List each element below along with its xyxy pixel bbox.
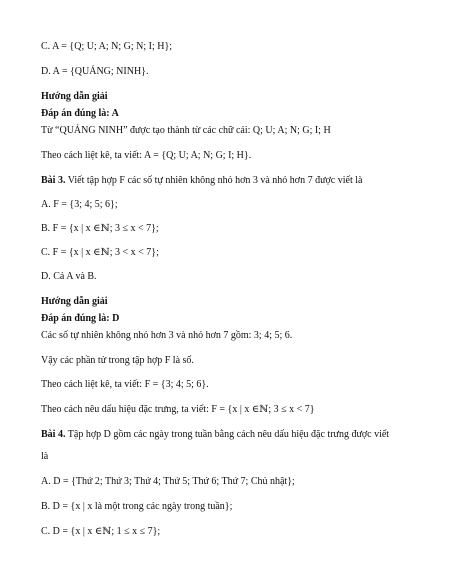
- question-4-label: Bài 4. Tập hợp D gồm các ngày trong tuần bằng cách nêu dấu hiệu đặc trưng được viết: [41, 429, 390, 440]
- solution-heading-2: Hướng dẫn giải: [41, 296, 108, 307]
- question-3-label: Bài 3. Viết tập hợp F các số tự nhiên không nhỏ hơn 3 và nhỏ hơn 7 được viết là: [41, 175, 363, 186]
- question-4: [41, 429, 389, 441]
- option-d-f: D. Cả A và B.: [41, 271, 97, 282]
- question-4-cont: là: [41, 451, 49, 462]
- explanation-2-line-1: Các số tự nhiên không nhỏ hơn 3 và nhỏ hơn 7 gồm: 3; 4; 5; 6.: [41, 330, 293, 341]
- explanation-2-line-3: Theo cách liệt kê, ta viết: F = {3; 4; 5; 6}.: [41, 379, 209, 390]
- explanation-2-line-2: Vậy các phần tử trong tập hợp F là số.: [41, 355, 194, 366]
- solution-heading-1: Hướng dẫn giải: [41, 91, 108, 102]
- option-c-d: C. D = {x | x ∈ℕ; 1 ≤ x ≤ 7};: [41, 526, 161, 537]
- option-a-f: A. F = {3; 4; 5; 6};: [41, 199, 118, 210]
- explanation-2-line-4: Theo cách nêu dấu hiệu đặc trưng, ta viết: F = {x | x ∈ℕ; 3 ≤ x < 7}: [41, 404, 315, 415]
- option-a-d: A. D = {Thứ 2; Thứ 3; Thứ 4; Thứ 5; Thứ 6; Thứ 7; Chủ nhật};: [41, 476, 295, 487]
- option-b-d: B. D = {x | x là một trong các ngày trong tuần};: [41, 501, 233, 512]
- option-c-f: C. F = {x | x ∈ℕ; 3 < x < 7};: [41, 247, 159, 258]
- explanation-1-line-1: Từ “QUẢNG NINH” được tạo thành từ các chữ cái: Q; U; A; N; G; I; H: [41, 125, 331, 136]
- answer-2: Đáp án đúng là: D: [41, 313, 120, 324]
- answer-1: Đáp án đúng là: A: [41, 108, 119, 119]
- explanation-1-line-2: Theo cách liệt kê, ta viết: A = {Q; U; A; N; G; I; H}.: [41, 150, 252, 161]
- option-d-a: D. A = {QUẢNG; NINH}.: [41, 66, 149, 77]
- option-c-a: C. A = {Q; U; A; N; G; N; I; H};: [41, 41, 173, 52]
- option-b-f: B. F = {x | x ∈ℕ; 3 ≤ x < 7};: [41, 223, 159, 234]
- question-3: [41, 175, 362, 187]
